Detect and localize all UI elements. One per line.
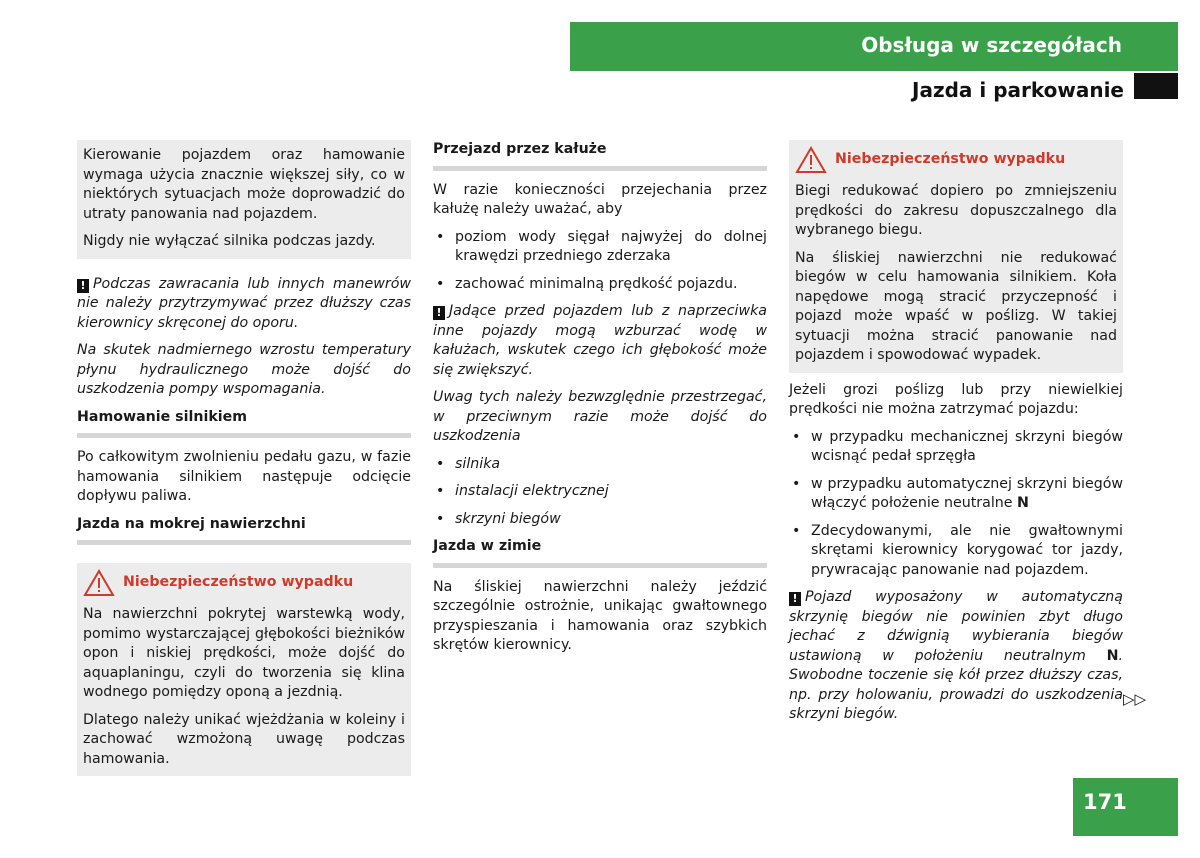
winter-text: Na śliskiej nawierzchni należy jeździć szczególnie ostrożnie, unikając gwałtownego przyspieszania i hamowania oraz szybkich skrętów kierownicy. <box>433 578 767 653</box>
list-item <box>789 475 1123 514</box>
note-icon: ! <box>789 592 801 606</box>
list-item: • Zdecydowanymi, ale nie gwałtownymi skrętami kierownicy korygować tor jazdy, prywracając panowanie nad pojazdem. <box>789 522 1123 581</box>
note-continuation: Na skutek nadmiernego wzrostu temperatury płynu hydraulicznego może dojść do uszkodzenia pompy wspomagania. <box>77 342 411 397</box>
header-marker-block <box>1134 73 1178 99</box>
warning-box <box>77 563 411 776</box>
warning-text-2: Dlatego należy unikać wjeżdżania w koleiny i zachować wzmożoną uwagę podczas hamowania. <box>83 711 405 767</box>
continue-arrows-icon: ▷▷ <box>1123 690 1147 708</box>
page-number: 171 <box>1083 790 1127 814</box>
info-box-text: Kierowanie pojazdem oraz hamowanie wymaga użycia znacznie większej siły, co w niektórych sytuacjach może doprowadzić do utraty panowania nad pojazdem. <box>83 147 405 222</box>
puddles-list <box>433 228 767 295</box>
info-box <box>77 140 411 259</box>
column-2 <box>433 140 767 664</box>
list-item: • instalacji elektrycznej <box>433 482 767 502</box>
warning-title-text: Niebezpieczeństwo wypadku <box>835 151 1066 168</box>
warning-title <box>795 146 1117 174</box>
list-item: • silnika <box>433 455 767 475</box>
heading-puddles: Przejazd przez kałuże <box>433 140 767 171</box>
skid-intro: Jeżeli grozi poślizg lub przy niewielkiej prędkości nie można zatrzymać pojazdu: <box>789 381 1123 417</box>
list-item: • poziom wody sięgał najwyżej do dolnej krawędzi przedniego zderzaka <box>433 228 767 267</box>
note-paragraph <box>77 275 411 334</box>
note-continuation: Uwag tych należy bezwzględnie przestrzegać, w przeciwnym razie może dojść do uszkodzenia <box>433 389 767 444</box>
warning-text: Na nawierzchni pokrytej warstewką wody, pomimo wystarczającej głębokości bieżników opon i niskiej prędkości, może dojść do aquaplaningu, czyli do tworzenia się klina wodnego pomiędzy oponą a jezdnią. <box>83 606 405 700</box>
warning-triangle-icon <box>83 569 115 597</box>
warning-box <box>789 140 1123 373</box>
warning-triangle-icon <box>795 146 827 174</box>
puddles-intro: W razie konieczności przejechania przez kałużę należy uważać, aby <box>433 181 767 217</box>
gear-neutral-label: N <box>1017 495 1029 511</box>
page-number-box <box>1073 778 1178 836</box>
note-paragraph <box>789 588 1123 725</box>
note-icon: ! <box>433 306 445 320</box>
warning-title-text: Niebezpieczeństwo wypadku <box>123 574 354 591</box>
info-box-text-2: Nigdy nie wyłączać silnika podczas jazdy. <box>83 233 376 249</box>
list-item: • skrzyni biegów <box>433 510 767 530</box>
section-title: Obsługa w szczegółach <box>861 33 1122 57</box>
note-text: Podczas zawracania lub innych manewrów nie należy przytrzymywać przez dłuższy czas kierownicy skręconej do oporu. <box>77 275 411 331</box>
subsection-title: Jazda i parkowanie <box>912 78 1124 102</box>
note-text: Pojazd wyposażony w automatyczną skrzynię biegów nie powinien zbyt długo jechać z dźwignią wybierania biegów ustawioną w położeniu neutralnym <box>789 589 1123 664</box>
heading-engine-braking: Hamowanie silnikiem <box>77 408 411 439</box>
note-text-end: . Swobodne toczenie się kół przez dłuższy czas, np. przy holowaniu, prowadzi do uszkodzenia skrzyni biegów. <box>789 647 1123 722</box>
engine-braking-text: Po całkowitym zwolnieniu pedału gazu, w fazie hamowania silnikiem następuje odcięcie dopływu paliwa. <box>77 449 411 504</box>
heading-wet-surface: Jazda na mokrej nawierzchni <box>77 515 411 546</box>
note-text: Jadące przed pojazdem lub z naprzeciwka inne pojazdy mogą wzburzać wodę w kałużach, wskutek czego ich głębokość może się zwiększyć. <box>433 303 767 378</box>
warning-text-2: Na śliskiej nawierzchni nie redukować biegów w celu hamowania silnikiem. Koła napędowe mogą stracić przyczepność i pojazd może wpaść w poślizg. W takiej sytuacji można stracić panowanie nad pojazdem i spowodować wypadek. <box>795 249 1117 363</box>
gear-neutral-label: N <box>1106 647 1119 664</box>
column-3 <box>789 140 1123 733</box>
list-item: • zachować minimalną prędkość pojazdu. <box>433 275 767 295</box>
warning-text: Biegi redukować dopiero po zmniejszeniu prędkości do zakresu dopuszczalnego dla wybranego biegu. <box>795 183 1117 238</box>
column-1 <box>77 140 411 776</box>
heading-winter: Jazda w zimie <box>433 537 767 568</box>
section-header-bar <box>570 22 1178 71</box>
list-item-text: w przypadku automatycznej skrzyni biegów włączyć położenie neutralne <box>811 475 1123 511</box>
note-paragraph <box>433 302 767 380</box>
damage-list <box>433 455 767 530</box>
skid-list <box>789 428 1123 581</box>
note-icon: ! <box>77 279 89 293</box>
warning-title <box>83 569 405 597</box>
list-item: • w przypadku mechanicznej skrzyni biegów wcisnąć pedał sprzęgła <box>789 428 1123 467</box>
